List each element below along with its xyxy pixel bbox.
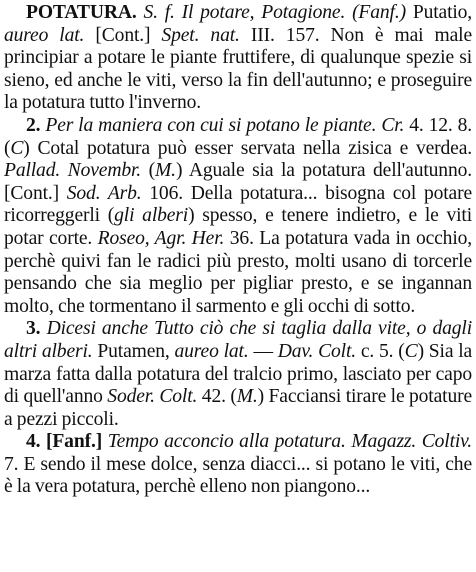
citation-work: Dav. Colt. (277, 340, 357, 362)
citation-ref: 4. 12. 8. ( (4, 114, 473, 159)
sense-definition: Tempo acconcio alla potatura. (107, 431, 346, 453)
citation-quote: ) Sia la marza fatta dalla potatura del tralcio primo, lasciato per capo di quell'anno (4, 340, 473, 408)
sense-4-paragraph (4, 431, 472, 499)
citation-quote: ) Facciansi tirare le potature a pezzi piccoli. (4, 386, 473, 430)
grammar-label: S. f. (143, 2, 175, 23)
sense-definition: Per la maniera con cui si potano le piante. (45, 114, 377, 136)
citation-quote: 106. Della potatura... bisogna col potare ricorreggerli ( (4, 182, 473, 227)
citation-work: Pallad. Novembr. (4, 160, 142, 182)
citation-work: Spet. nat. (161, 24, 240, 46)
sense-3-paragraph (4, 318, 472, 431)
citation-quote: ) spesso, e tenere indietro, e le viti potar corte. (4, 205, 472, 249)
sense-definition: Dicesi anche Tutto ciò che si taglia dalla vite, o dagli altri alberi. (4, 318, 472, 362)
source-letter: C (10, 137, 24, 159)
source-tag: (Fanf.) (352, 2, 406, 23)
paren-open: ( (148, 160, 156, 182)
gloss-text: gli alberi (114, 205, 189, 227)
entry-definition-paragraph (4, 2, 472, 115)
dictionary-entry (4, 2, 472, 499)
citation-work: Soder. Colt. (107, 386, 198, 408)
headword: POTATURA. (26, 2, 137, 23)
latin-equivalent: Putamen, (97, 340, 170, 362)
citation-quote: 7. E sendo il mese dolce, senza diacci... si potano le viti, che è la vera potatura, perchè elleno non piangono... (4, 453, 472, 498)
sense-number: 2. (26, 114, 41, 136)
citation-work: Cr. (381, 114, 405, 136)
source-letter: C (404, 340, 418, 362)
definition-text: Il potare, (181, 2, 255, 23)
sense-number: 4. [Fanf.] (26, 431, 103, 453)
sense-2-paragraph (4, 115, 472, 318)
latin-note: aureo lat. (4, 24, 85, 46)
citation-work: Roseo, Agr. Her. (97, 227, 225, 249)
citation-ref: 42. ( (201, 386, 237, 408)
latin-note: aureo lat. (174, 340, 249, 362)
synonym-text: Potagione. (261, 2, 346, 23)
source-letter: M. (236, 386, 258, 408)
sense-number: 3. (26, 318, 41, 340)
citation-quote: 157. Non è mai male principiar a potare le piante fruttifere, di qualunque spezie si sieno, ed anche le viti, verso la fin dell'autunno; e proseguire la potatura tutto l'inverno. (4, 24, 473, 114)
source-tag: [Cont.] (95, 24, 151, 46)
citation-volume: III. (250, 24, 275, 46)
citation-work: Sod. Arb. (66, 182, 142, 204)
citation-quote: ) Cotal potatura può esser servata nella zisica e verdea. (23, 137, 472, 159)
citation-quote: ) Aguale sia la potatura dell'autunno. [Cont.] (4, 160, 472, 204)
citation-work: Magazz. Coltiv. (351, 431, 473, 453)
source-letter: M. (155, 160, 176, 182)
latin-equivalent: Putatio, (412, 2, 473, 23)
dash-separator: — (253, 340, 273, 362)
citation-ref: c. 5. ( (360, 340, 405, 362)
citation-quote: 36. La potatura vada in occhio, perchè quivi fan le radici più presto, molti usano di torcerle pensando che sia meglio per pigliar presto, e se ingannan molto, che tormentano il sarmento e gli occhi di sotto. (4, 227, 473, 317)
